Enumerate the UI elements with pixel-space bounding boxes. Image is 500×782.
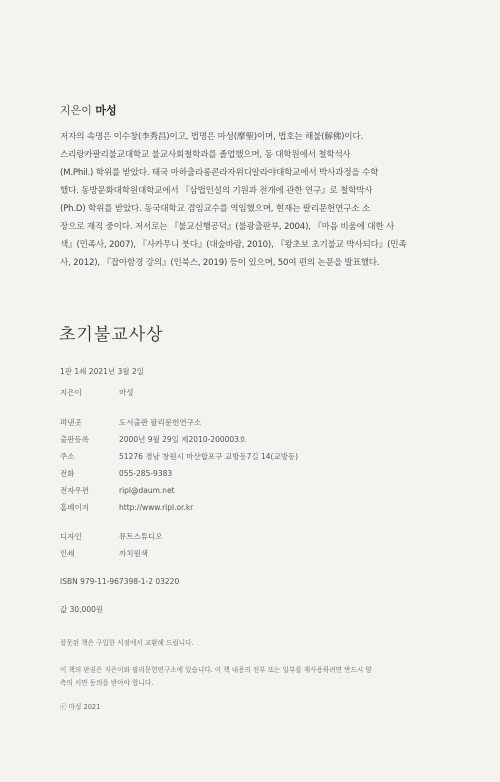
bio-line: (M.Phil.) 학위를 받았다. 태국 마하출라롱콘라자위디알라야대학교에서 박사과정을 수학 xyxy=(60,168,379,178)
credit-row-address xyxy=(60,451,298,462)
credit-row-design xyxy=(60,531,162,542)
credit-label: 지은이 xyxy=(60,388,82,397)
bio-line: (Ph.D) 학위를 받았다. 동국대학교 겸임교수를 역임했으며, 현재는 팔리문헌연구소 소 xyxy=(60,204,371,214)
edition-info: 1판 1쇄 2021년 3월 2일 xyxy=(60,367,144,376)
author-bio xyxy=(60,128,440,272)
bio-line: 사, 2012), 『잡아함경 강의』(인북스, 2019) 등이 있으며, 50여 편의 논문을 발표했다. xyxy=(60,258,380,268)
credit-row-author xyxy=(60,387,134,398)
bio-line: 색』(민족사, 2007), 『사카무니 붓다』(대숲바람, 2010), 『왕초보 초기불교 박사되다』(민족 xyxy=(60,240,407,250)
author-heading xyxy=(60,102,117,118)
credit-label: 인쇄 xyxy=(60,549,75,558)
author-heading-prefix: 지은이 xyxy=(60,104,92,117)
credit-value: 2000년 9월 29일 제2010-200003호 xyxy=(119,435,247,444)
credit-label: 주소 xyxy=(60,452,75,461)
credit-row-phone xyxy=(60,468,172,479)
copyright-notice-line: 측의 서면 동의를 받아야 합니다. xyxy=(60,679,154,687)
credit-value: 뮤트스튜디오 xyxy=(119,532,163,541)
book-title: 초기불교사상 xyxy=(59,325,164,345)
isbn: ISBN 979-11-967398-1-2 03220 xyxy=(60,577,180,586)
credit-label: 전자우편 xyxy=(60,486,89,495)
bio-line: 장으로 재직 중이다. 저서로는 『불교신행공덕』(불광출판부, 2004), 『마음 비움에 대한 사 xyxy=(60,222,395,232)
credit-row-email xyxy=(60,485,175,496)
credit-value: 055-285-9383 xyxy=(119,469,173,478)
price: 값 30,000원 xyxy=(60,605,104,614)
author-heading-name: 마성 xyxy=(95,104,117,117)
credit-value: 마성 xyxy=(119,388,134,397)
credit-row-publisher xyxy=(60,417,201,428)
credit-label: 홈페이지 xyxy=(60,503,89,512)
bio-line: 했다. 동방문화대학원대학교에서 『삼법인설의 기원과 전개에 관한 연구』로 철학박사 xyxy=(60,186,373,196)
credit-row-registration xyxy=(60,434,246,445)
credit-value: 까치원색 xyxy=(119,549,148,558)
homepage-link[interactable]: http://www.ripl.or.kr xyxy=(119,503,194,512)
credit-label: 전화 xyxy=(60,469,75,478)
copyright-mark: ⓒ 마성 2021 xyxy=(60,703,101,711)
copyright-notice-line: 이 책의 판권은 지은이와 팔리문헌연구소에 있습니다. 이 책 내용의 전부 또는 일부를 재사용하려면 반드시 양 xyxy=(60,666,372,674)
credit-label: 펴낸곳 xyxy=(60,418,82,427)
credit-row-homepage xyxy=(60,502,193,513)
bio-line: 스리랑카팔리불교대학교 불교사회철학과를 졸업했으며, 동 대학원에서 철학석사 xyxy=(60,150,351,160)
email-link[interactable]: ripl@daum.net xyxy=(119,486,175,495)
exchange-notice: 잘못된 책은 구입한 서점에서 교환해 드립니다. xyxy=(60,639,194,647)
credit-value: 도서출판 팔리문헌연구소 xyxy=(119,418,202,427)
credit-label: 디자인 xyxy=(60,532,82,541)
credit-row-printing xyxy=(60,548,148,559)
bio-line: 저자의 속명은 이수창(李秀昌)이고, 법명은 마성(摩聖)이며, 법호는 해불(解佛)이다. xyxy=(60,132,363,142)
credit-label: 출판등록 xyxy=(60,435,89,444)
credit-value: 51276 경남 창원시 마산합포구 교방동7길 14(교방동) xyxy=(119,452,299,461)
